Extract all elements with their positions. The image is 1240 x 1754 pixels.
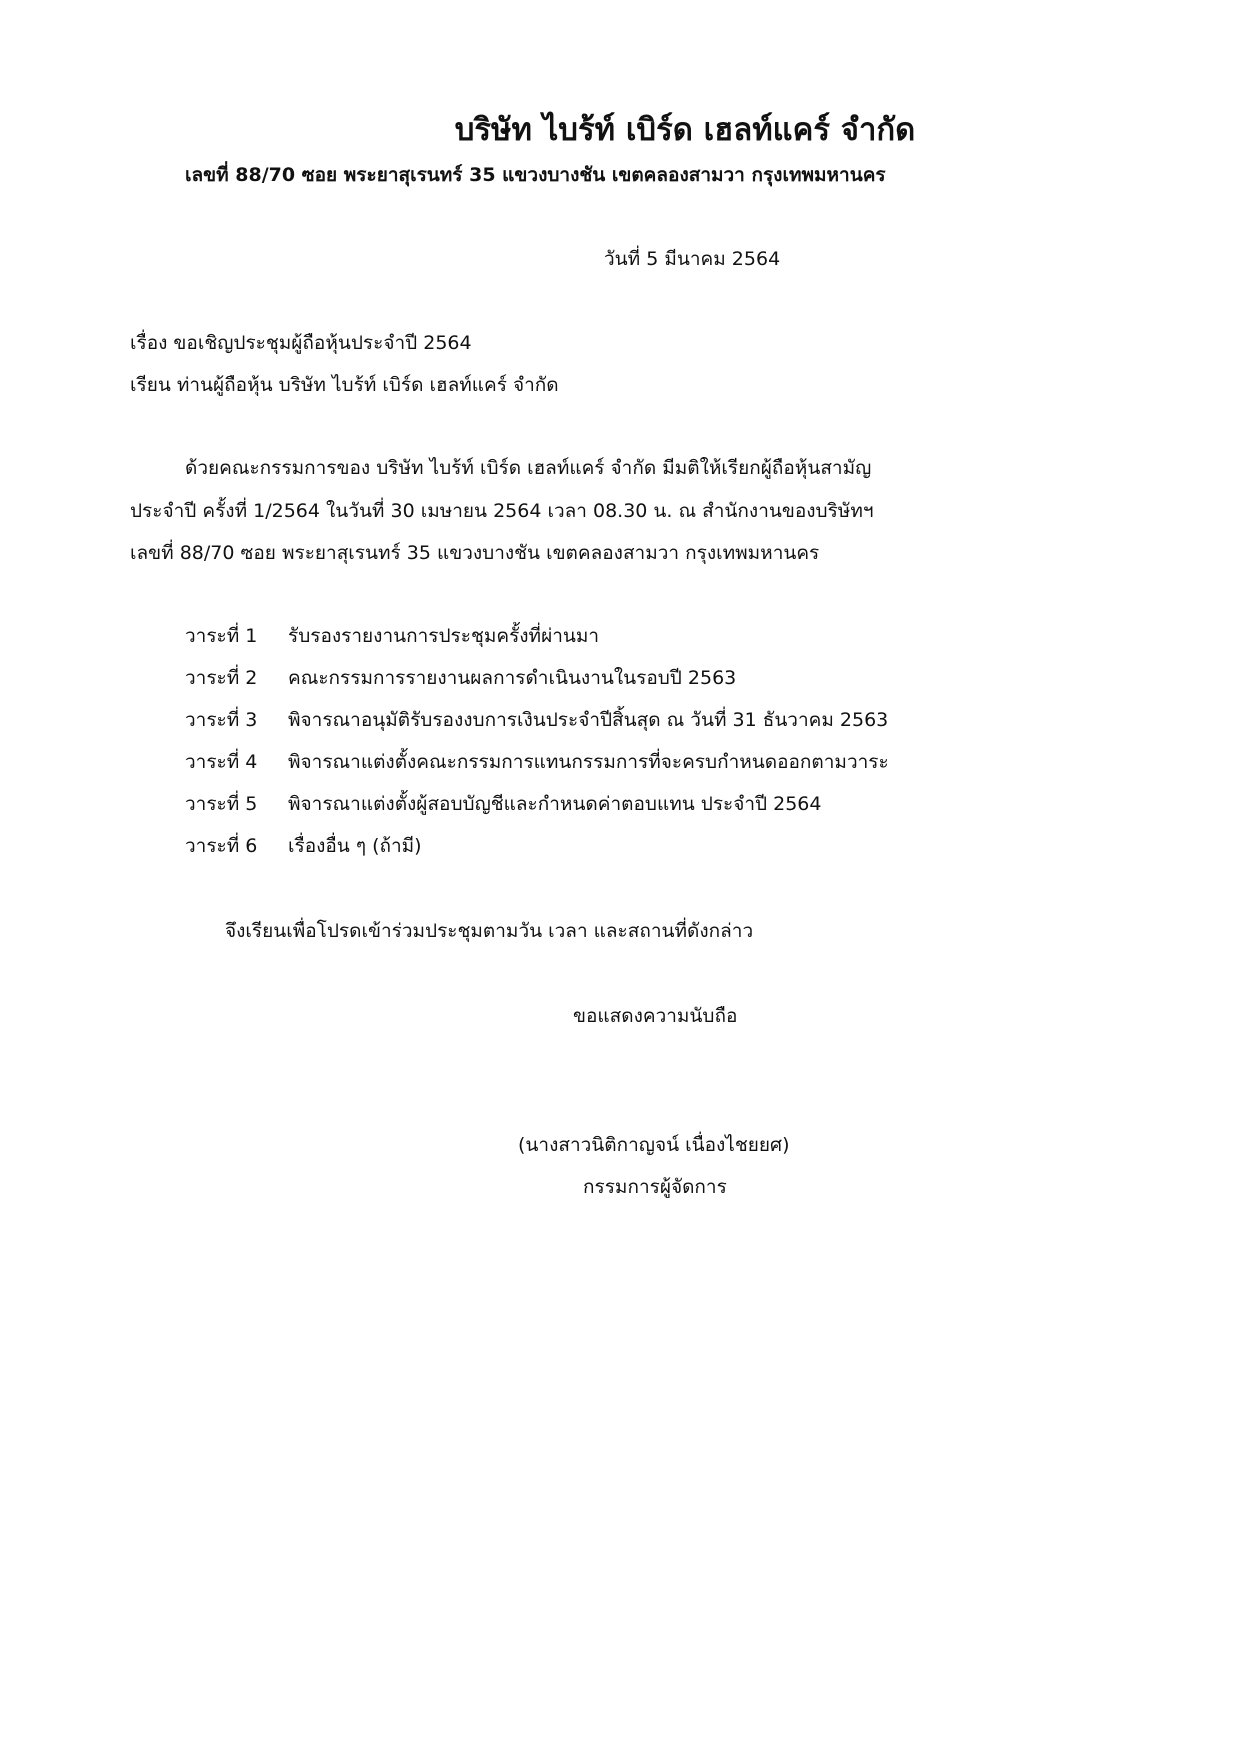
agenda-number: วาระที่ 5 <box>185 793 258 815</box>
body-paragraph-line: เลขที่ 88/70 ซอย พระยาสุเรนทร์ 35 แขวงบางชัน เขตคลองสามวา กรุงเทพมหานคร <box>130 542 820 564</box>
company-name: บริษัท ไบร้ท์ เบิร์ด เฮลท์แคร์ จำกัด <box>454 112 916 148</box>
body-paragraph-line: ประจำปี ครั้งที่ 1/2564 ในวันที่ 30 เมษายน 2564 เวลา 08.30 น. ณ สำนักงานของบริษัทฯ <box>130 500 874 522</box>
agenda-number: วาระที่ 3 <box>185 709 258 731</box>
agenda-text: พิจารณาแต่งตั้งผู้สอบบัญชีและกำหนดค่าตอบแทน ประจำปี 2564 <box>288 793 822 815</box>
agenda-text: เรื่องอื่น ๆ (ถ้ามี) <box>288 835 422 857</box>
letter-recipient: เรียน ท่านผู้ถือหุ้น บริษัท ไบร้ท์ เบิร์ด เฮลท์แคร์ จำกัด <box>130 374 559 396</box>
agenda-text: พิจารณาแต่งตั้งคณะกรรมการแทนกรรมการที่จะครบกำหนดออกตามวาระ <box>288 751 889 773</box>
agenda-number: วาระที่ 2 <box>185 667 258 689</box>
agenda-text: รับรองรายงานการประชุมครั้งที่ผ่านมา <box>288 625 600 647</box>
regards-line: ขอแสดงความนับถือ <box>573 1005 738 1027</box>
agenda-text: คณะกรรมการรายงานผลการดำเนินงานในรอบปี 2563 <box>288 667 737 689</box>
agenda-number: วาระที่ 1 <box>185 625 258 647</box>
agenda-number: วาระที่ 4 <box>185 751 258 773</box>
closing-statement: จึงเรียนเพื่อโปรดเข้าร่วมประชุมตามวัน เวลา และสถานที่ดังกล่าว <box>225 920 754 942</box>
agenda-number: วาระที่ 6 <box>185 835 258 857</box>
agenda-text: พิจารณาอนุมัติรับรองงบการเงินประจำปีสิ้นสุด ณ วันที่ 31 ธันวาคม 2563 <box>288 709 889 731</box>
signer-position: กรรมการผู้จัดการ <box>583 1176 727 1198</box>
signer-name: (นางสาวนิติกาญจน์ เนื่องไชยยศ) <box>518 1134 790 1156</box>
letter-subject: เรื่อง ขอเชิญประชุมผู้ถือหุ้นประจำปี 2564 <box>130 332 472 354</box>
company-address: เลขที่ 88/70 ซอย พระยาสุเรนทร์ 35 แขวงบางชัน เขตคลองสามวา กรุงเทพมหานคร <box>185 164 886 186</box>
body-paragraph-line: ด้วยคณะกรรมการของ บริษัท ไบร้ท์ เบิร์ด เฮลท์แคร์ จำกัด มีมติให้เรียกผู้ถือหุ้นสามัญ <box>185 457 872 479</box>
letter-date: วันที่ 5 มีนาคม 2564 <box>604 248 781 270</box>
